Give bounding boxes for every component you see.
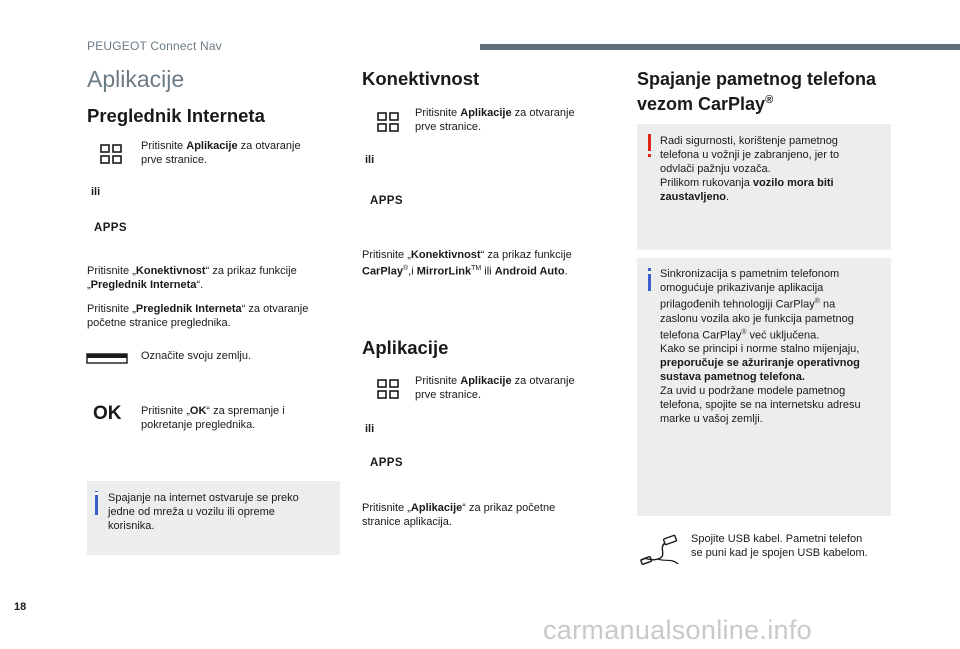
c3-warning-icon-dot (648, 154, 651, 157)
c2-text-press-apps-2: Pritisnite Aplikacije za otvaranje prve stranice. (415, 375, 575, 401)
heading-aplikacije: Aplikacije (362, 337, 449, 358)
c2-text-konektivnost: Pritisnite „Konektivnost“ za prikaz funkcije CarPlay®,i MirrorLink™ ili Android Auto. (362, 249, 572, 278)
c1-info-icon-dot-gap (95, 492, 98, 495)
heading-preglednik-interneta: Preglednik Interneta (87, 105, 265, 126)
apps-grid-icon (377, 379, 400, 399)
apps-grid-icon (100, 144, 123, 164)
country-select-bar-icon (86, 353, 128, 365)
page-number: 18 (14, 601, 27, 613)
c3-info-icon-dot (648, 268, 651, 271)
c3-warning-icon (648, 134, 651, 151)
watermark: carmanualsonline.info (543, 615, 812, 645)
header-title: PEUGEOT Connect Nav (87, 39, 222, 53)
section-title-aplikacije: Aplikacije (87, 66, 185, 92)
c1-ili-label: ili (91, 186, 101, 198)
c3-warning-text: Radi sigurnosti, korištenje pametnog telefona u vožnji je zabranjeno, jer to odvlači pažnju vozača. Prilikom rukovanja vozilo mora biti zaustavljeno. (660, 135, 840, 203)
c3-usb-text: Spojite USB kabel. Pametni telefon se puni kad je spojen USB kabelom. (691, 533, 868, 559)
c1-info-text: Spajanje na internet ostvaruje se preko jedne od mreža u vozilu ili opreme korisnika. (108, 492, 299, 532)
c1-ok-label: OK (93, 403, 122, 424)
c1-text-konektivnost: Pritisnite „Konektivnost“ za prikaz funkcije „Preglednik Interneta“. (87, 265, 297, 291)
c1-text-preglednik: Pritisnite „Preglednik Interneta“ za otvaranje početne stranice preglednika. (87, 303, 309, 329)
heading-konektivnost: Konektivnost (362, 68, 480, 89)
c1-text-press-ok: Pritisnite „OK“ za spremanje i pokretanje preglednika. (141, 405, 285, 431)
usb-cable-icon (638, 534, 686, 568)
c1-apps-button-label: APPS (94, 222, 127, 234)
c2-ili-label-2: ili (365, 423, 375, 435)
c3-info-icon (648, 274, 651, 291)
apps-grid-icon (377, 112, 400, 132)
c2-apps-button-label: APPS (370, 195, 403, 207)
c2-text-aplikacije: Pritisnite „Aplikacije“ za prikaz početne stranice aplikacija. (362, 502, 556, 528)
c1-text-press-apps: Pritisnite Aplikacije za otvaranje prve stranice. (141, 140, 301, 166)
c2-text-press-apps: Pritisnite Aplikacije za otvaranje prve stranice. (415, 107, 575, 133)
c2-ili-label: ili (365, 154, 375, 166)
c1-text-country: Označite svoju zemlju. (141, 350, 252, 362)
c2-apps-button-label-2: APPS (370, 457, 403, 469)
c3-info-text: Sinkronizacija s pametnim telefonom omogućuje prikazivanje aplikacija prilagođenih tehnologiji CarPlay® na zaslonu vozila ako je funkcija pametnog telefona CarPlay® već uključena. Kako se principi i norme stalno mijenjaju, preporučuje se ažuriranje operativnog sustava pametnog telefona. Za uvid u podržane modele pametnog telefona, spojite se na internetsku adresu marke u vašoj zemlji. (660, 268, 861, 426)
header-bar (480, 44, 960, 50)
heading-carplay: Spajanje pametnog telefona vezom CarPlay® (637, 69, 877, 114)
